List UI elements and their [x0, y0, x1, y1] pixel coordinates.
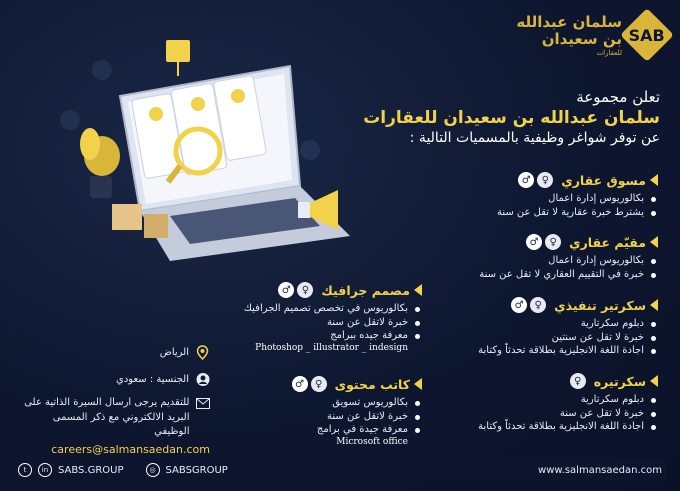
chevron-icon — [414, 378, 422, 390]
job-title-row — [358, 234, 658, 250]
info-nationality — [116, 372, 210, 387]
requirement-item: خبرة لا تقل عن سنتين — [358, 331, 658, 345]
footer — [14, 459, 666, 481]
requirements-list — [222, 302, 422, 353]
apply-line2: البريد الالكتروني مع ذكر المسمى الوظيفي — [52, 411, 190, 437]
requirement-item: اجادة اللغة الانجليزية بطلاقة تحدثاً وكتابة — [358, 420, 658, 434]
job-title: كاتب محتوى — [334, 376, 410, 392]
twitter-icon[interactable]: t — [18, 463, 32, 477]
job-content-writer — [222, 376, 422, 447]
job-title: سكرتيره — [593, 373, 646, 389]
requirement-item: دبلوم سكرتارية — [358, 393, 658, 407]
requirements-list — [358, 254, 658, 281]
gender-icons — [570, 373, 586, 389]
requirements-list — [358, 192, 658, 219]
apply-line1: للتقديم يرجى ارسال السيرة الذاتية على — [24, 397, 190, 408]
tools-text: Microsoft office — [336, 436, 408, 447]
requirement-item: خبرة لاتقل عن سنة — [222, 316, 422, 330]
requirement-item: خبرة في التقييم العقاري لا تقل عن سنة — [358, 268, 658, 282]
social-links — [14, 463, 232, 477]
job-title: مقيّم عقاري — [569, 234, 646, 250]
requirement-item: بكالوريوس في تخصص تصميم الجرافيك — [222, 302, 422, 316]
header-line3: عن توفر شواغر وظيفية بالمسميات التالية : — [409, 130, 660, 146]
announcement-header — [330, 88, 660, 146]
female-icon: ♀ — [570, 373, 586, 389]
requirement-item: معرفة جيدة في برامج — [222, 423, 422, 437]
job-title: سكرتير تنفيذي — [554, 297, 646, 313]
nationality-text: الجنسية : سعودي — [116, 374, 189, 385]
female-icon: ♀ — [311, 376, 327, 392]
gender-icons — [511, 297, 546, 313]
chevron-icon — [650, 299, 658, 311]
requirements-list — [222, 396, 422, 447]
chevron-icon — [650, 375, 658, 387]
gender-icons — [292, 376, 327, 392]
requirement-item: يشترط خبرة عقارية لا تقل عن سنة — [358, 206, 658, 220]
requirement-item: خبرة لاتقل عن سنة — [222, 410, 422, 424]
location-pin-icon — [195, 345, 210, 360]
requirement-item: خبرة لا تقل عن سنة — [358, 407, 658, 421]
logo-line2: بن سعيدان — [541, 30, 622, 49]
info-row — [116, 372, 210, 387]
job-title: مسوق عقاري — [561, 172, 646, 188]
requirement-item: دبلوم سكرتارية — [358, 317, 658, 331]
info-apply — [20, 396, 210, 456]
job-real-estate-marketer — [358, 172, 658, 219]
chevron-icon — [650, 236, 658, 248]
chevron-icon — [650, 174, 658, 186]
logo-line1: سلمان عبدالله — [516, 13, 622, 31]
male-icon: ♂ — [518, 172, 534, 188]
male-icon: ♂ — [278, 282, 294, 298]
gender-icons — [526, 234, 561, 250]
logo-mark-text: SAB — [628, 25, 666, 45]
header-line2: سلمان عبدالله بن سعيدان للعقارات — [363, 108, 660, 128]
job-title: مصمم جرافيك — [321, 282, 410, 298]
apply-text — [20, 396, 189, 440]
female-icon: ♀ — [537, 172, 553, 188]
logo-line3: للعقارات — [596, 48, 622, 57]
job-title-row — [222, 376, 422, 392]
location-text: الرياض — [159, 347, 189, 358]
gender-icons — [278, 282, 313, 298]
info-row — [160, 345, 210, 360]
info-row — [20, 396, 210, 440]
requirement-item: اجادة اللغة الانجليزية بطلاقة تحدثاً وكتابة — [358, 344, 658, 358]
female-icon: ♀ — [297, 282, 313, 298]
person-icon — [195, 372, 210, 387]
company-logo — [516, 14, 666, 57]
female-icon: ♀ — [530, 297, 546, 313]
male-icon: ♂ — [526, 234, 542, 250]
requirement-item: معرفة جيده ببرامج — [222, 329, 422, 343]
job-real-estate-appraiser — [358, 234, 658, 281]
website-link[interactable]: www.salmansaedan.com — [538, 464, 662, 476]
tools-text: Photoshop _ illustrator _ indesign — [255, 342, 408, 353]
gender-icons — [518, 172, 553, 188]
male-icon: ♂ — [292, 376, 308, 392]
linkedin-icon[interactable]: in — [38, 463, 52, 477]
male-icon: ♂ — [511, 297, 527, 313]
handle-1[interactable]: SABS.GROUP — [58, 464, 124, 476]
job-title-row — [358, 172, 658, 188]
job-graphic-designer — [222, 282, 422, 353]
job-title-row — [222, 282, 422, 298]
requirement-item: بكالوريوس تسويق — [222, 396, 422, 410]
female-icon: ♀ — [545, 234, 561, 250]
header-line1: تعلن مجموعة — [576, 88, 660, 106]
chevron-icon — [414, 284, 422, 296]
envelope-icon — [195, 396, 210, 411]
logo-text — [516, 14, 622, 57]
requirement-item: بكالوريوس إدارة اعمال — [358, 192, 658, 206]
email-link[interactable]: careers@salmansaedan.com — [51, 442, 210, 456]
logo-mark — [620, 8, 674, 62]
handle-2[interactable]: SABSGROUP — [165, 464, 228, 476]
instagram-icon[interactable]: ◎ — [146, 463, 160, 477]
requirement-item: بكالوريوس إدارة اعمال — [358, 254, 658, 268]
info-location — [160, 345, 210, 360]
laptop-cv-illustration — [60, 36, 360, 266]
